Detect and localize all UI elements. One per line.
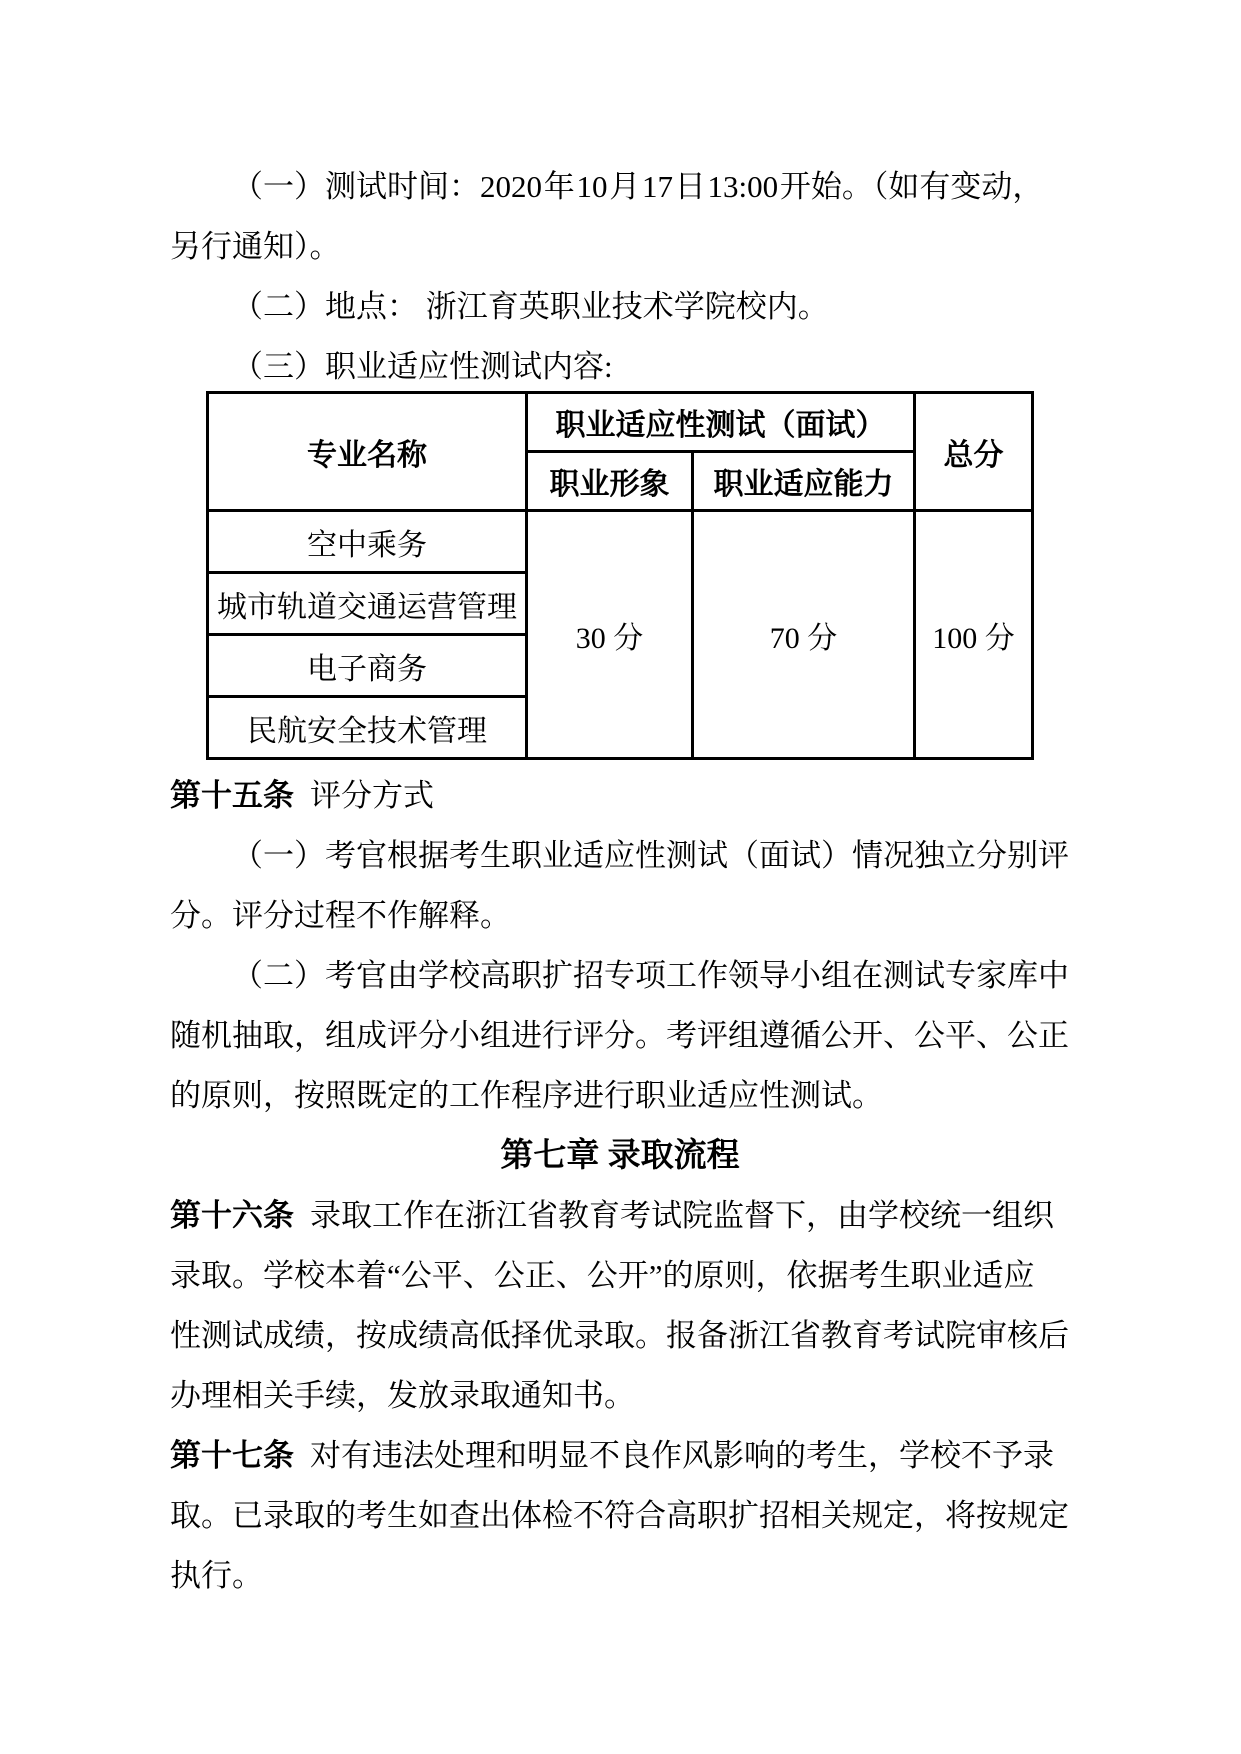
table-header-adaptability: 职业适应能力 [693, 452, 915, 511]
article-17-text1: 对有违法处理和明显不良作风影响的考生，学校不予录 [310, 1438, 1054, 1473]
article-17-line3: 执行。 [170, 1558, 263, 1593]
table-header-row-1 [208, 393, 1033, 452]
table-cell-major-urban-rail: 城市轨道交通运营管理 [208, 573, 527, 635]
chapter-7-heading: 第七章 录取流程 [500, 1138, 740, 1174]
table-cell-score-total: 100 分 [915, 511, 1033, 759]
article-16-line3: 性测试成绩，按成绩高低择优录取。报备浙江省教育考试院审核后 [170, 1318, 1069, 1353]
article-17-line1 [170, 1426, 1070, 1486]
paragraph-test-content-intro: （三）职业适应性测试内容: [232, 349, 613, 384]
test-score-table [206, 391, 1034, 760]
paragraph-test-time-line1: （一）测试时间：2020 年 10 月 17 日 13:00 开始。（如有变动， [232, 169, 1044, 204]
article-15-item2-line1: （二）考官由学校高职扩招专项工作领导小组在测试专家库中 [232, 958, 1069, 993]
table-cell-major-aviation-safety: 民航安全技术管理 [208, 697, 527, 759]
article-16-text1: 录取工作在浙江省教育考试院监督下，由学校统一组织 [310, 1198, 1054, 1233]
article-15-item1-line1: （一）考官根据考生职业适应性测试（面试）情况独立分别评 [232, 838, 1069, 873]
article-15-heading [170, 766, 1070, 826]
article-15-item2-line3: 的原则，按照既定的工作程序进行职业适应性测试。 [170, 1078, 883, 1113]
article-15-title: 评分方式 [310, 778, 434, 813]
table-row-major-1 [208, 511, 1033, 573]
table-cell-major-air-crew: 空中乘务 [208, 511, 527, 573]
article-16-line4: 办理相关手续，发放录取通知书。 [170, 1378, 635, 1413]
table-cell-major-ecommerce: 电子商务 [208, 635, 527, 697]
article-16-line2: 录取。学校本着“公平、公正、公开”的原则，依据考生职业适应 [170, 1258, 1035, 1293]
table-header-test-group: 职业适应性测试（面试） [527, 393, 915, 452]
article-15-item2-line2: 随机抽取，组成评分小组进行评分。考评组遵循公开、公平、公正 [170, 1018, 1069, 1053]
article-16-label: 第十六条 [170, 1198, 294, 1233]
table-cell-score-image: 30 分 [527, 511, 693, 759]
document-body [170, 157, 1070, 1606]
table-header-total: 总分 [915, 393, 1033, 511]
article-15-label: 第十五条 [170, 778, 294, 813]
article-17-line2: 取。已录取的考生如查出体检不符合高职扩招相关规定，将按规定 [170, 1498, 1069, 1533]
table-header-professional-image: 职业形象 [527, 452, 693, 511]
article-15-item1-line2: 分。评分过程不作解释。 [170, 898, 511, 933]
table-header-major: 专业名称 [208, 393, 527, 511]
table-cell-score-ability: 70 分 [693, 511, 915, 759]
article-17-label: 第十七条 [170, 1438, 294, 1473]
paragraph-test-time-line2: 另行通知）。 [170, 229, 341, 264]
article-16-line1 [170, 1186, 1070, 1246]
paragraph-test-location: （二）地点： 浙江育英职业技术学院校内。 [232, 289, 829, 324]
